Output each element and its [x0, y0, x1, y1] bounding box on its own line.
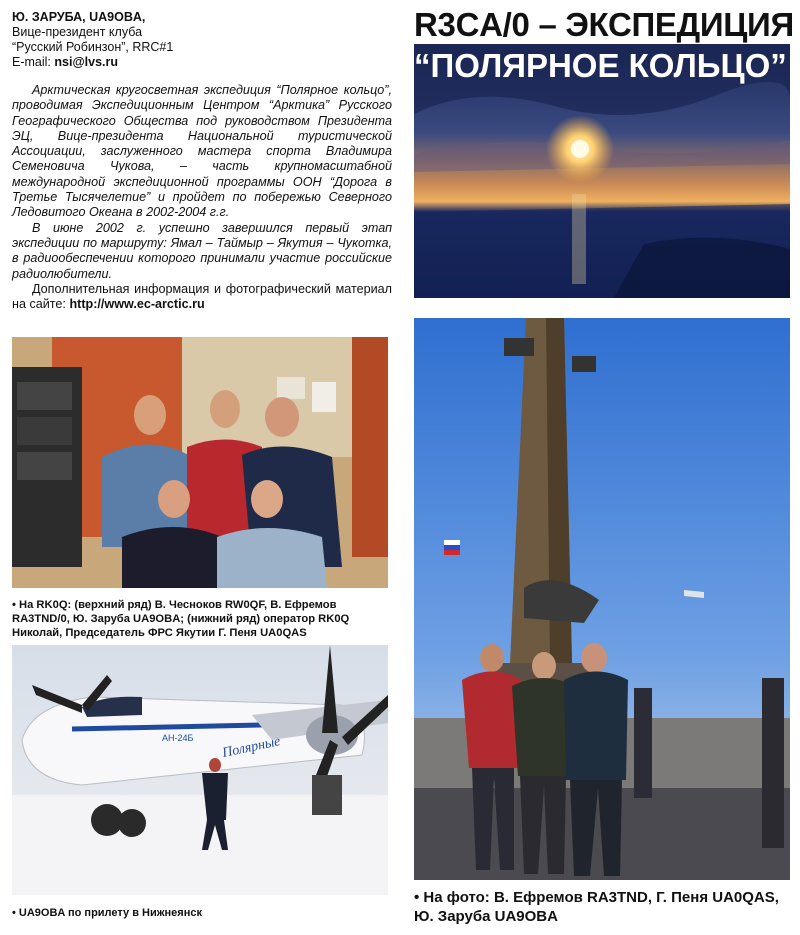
headline-subtitle: “ПОЛЯРНОЕ КОЛЬЦО” [414, 47, 787, 84]
monument-caption: • На фото: В. Ефремов RA3TND, Г. Пеня UA0QAS, Ю. Заруба UA9OBA [414, 889, 779, 925]
article-para-2: В июне 2002 г. успешно завершился первый этап экспедиции по маршруту: Ямал – Таймыр – Якутия – Чукотка, в радиообеспечении которого принимали участие российские радиолюбители. [12, 220, 392, 281]
plane-livery-label: Полярные [220, 734, 282, 761]
article-body [12, 83, 392, 312]
author-block [12, 10, 392, 70]
author-name: Ю. ЗАРУБА, UA9OBA, [12, 10, 146, 24]
plane-model-label: АН-24Б [162, 733, 194, 743]
monument-photo [414, 318, 790, 880]
author-club: “Русский Робинзон”, RRC#1 [12, 40, 174, 54]
website-link[interactable]: http://www.ec-arctic.ru [69, 297, 205, 312]
more-info-text: Дополнительная информация и фотографический материал на сайте: [12, 281, 392, 312]
article-para-1: Арктическая кругосветная экспедиция “Полярное кольцо”, проводимая Экспедиционным Центром “Арктика” Русского Географического Общества под руководством Президента ЭЦ, Вице-президента Национальной туристической Ассоциации, заслуженного мастера спорта Владимира Семеновича Чукова, – часть крупномасштабной международной экспедиционной программы ООН “Дорога в Третье Тысячелетие” и пройдет по побережью Северного Ледовитого Океана в 2002-2004 г.г. [12, 83, 392, 220]
headline: R3CA/0 – ЭКСПЕДИЦИЯ [414, 6, 794, 43]
article-para-3 [12, 282, 392, 313]
airplane-photo [12, 645, 388, 895]
email-label: E-mail: [12, 55, 51, 69]
plane-caption: • UA9OBA по прилету в Нижнеянск [12, 907, 202, 919]
email-link[interactable]: nsi@lvs.ru [54, 55, 118, 69]
rk0q-caption: • На RK0Q: (верхний ряд) В. Чесноков RW0QF, В. Ефремов RA3TND/0, Ю. Заруба UA9OBA; (нижний ряд) оператор RK0Q Николай, Председатель ФРС Якутии Г. Пеня UA0QAS [12, 599, 350, 639]
author-email-line [12, 55, 392, 70]
author-role: Вице-президент клуба [12, 25, 143, 39]
rk0q-group-photo [12, 337, 388, 588]
